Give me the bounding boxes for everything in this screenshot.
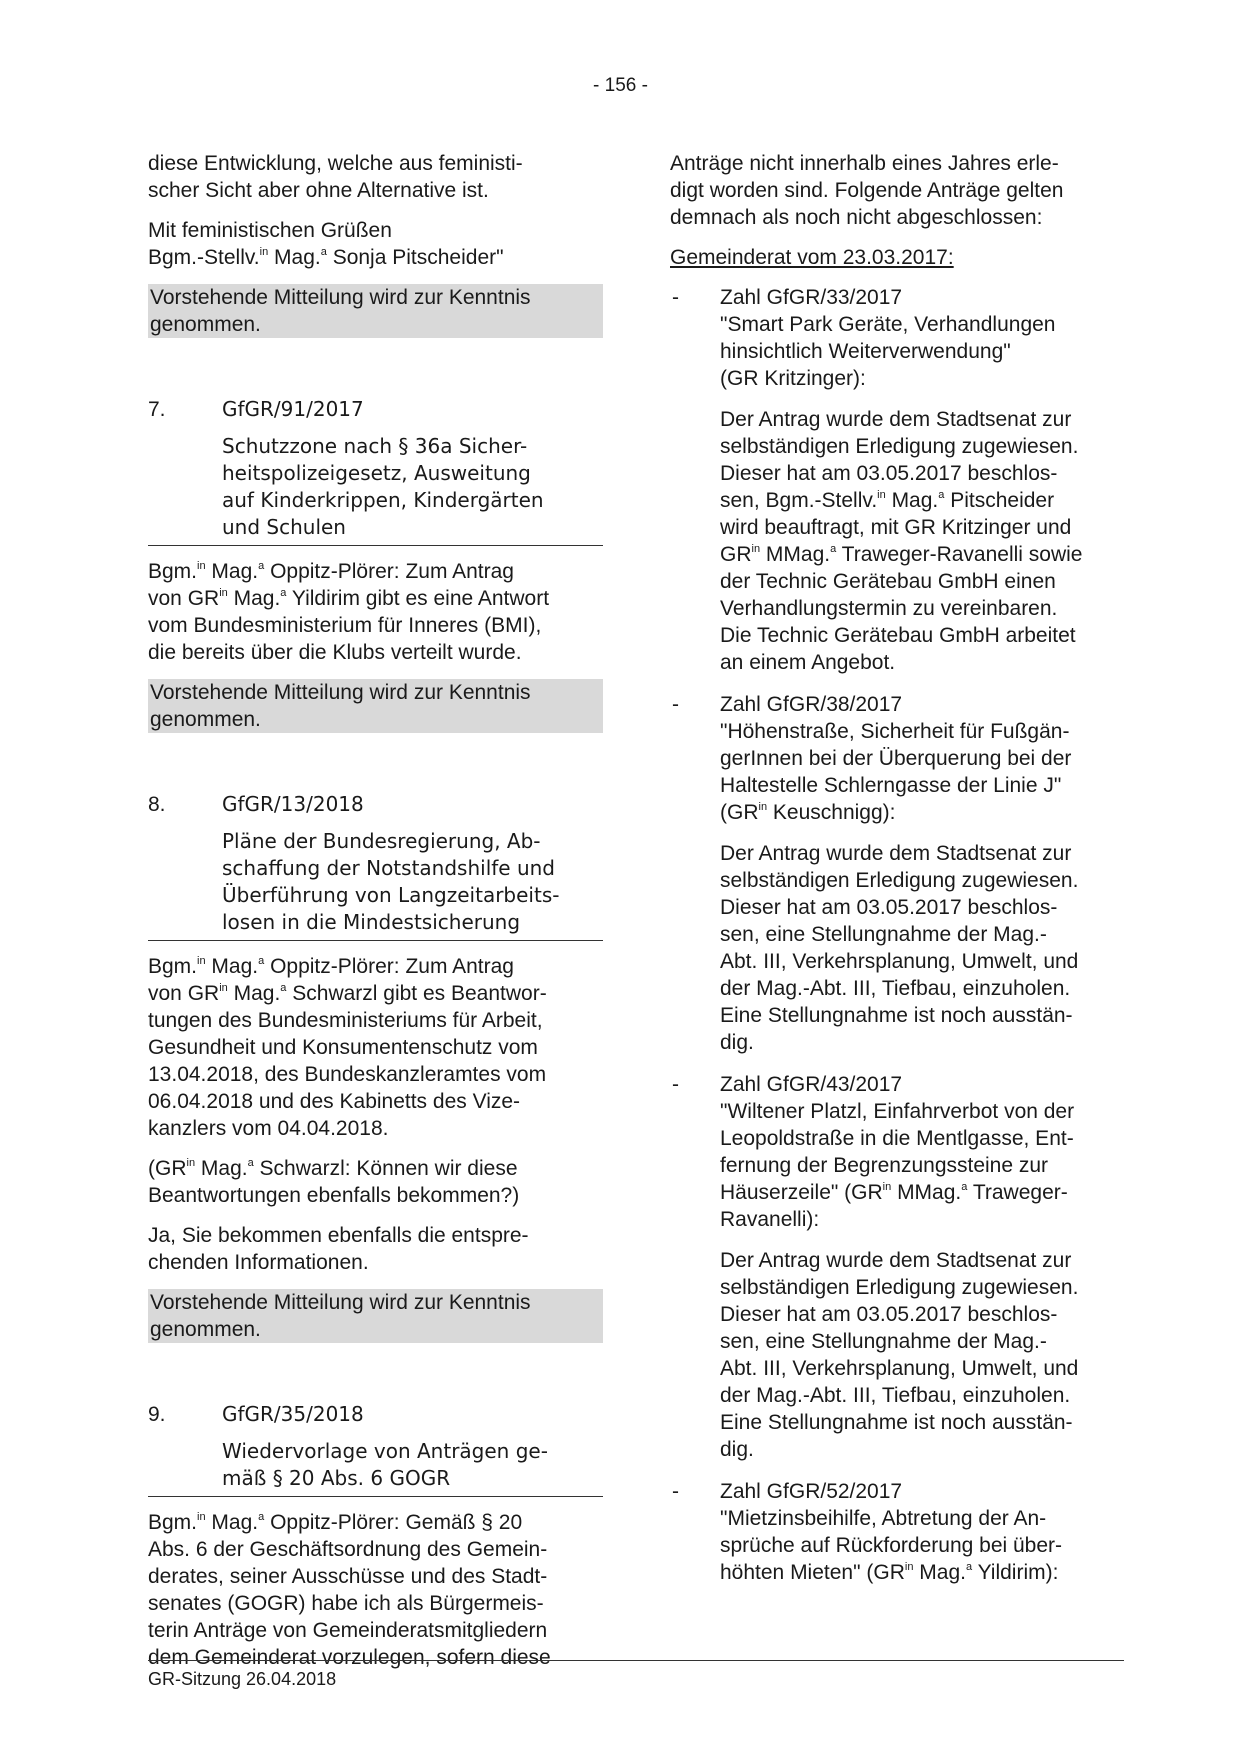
motion-item [670, 284, 1130, 676]
item-number: 9. [148, 1403, 166, 1426]
agenda-item-7-title: Schutzzone nach § 36a Sicher- heitspolizeigesetz, Ausweitung auf Kinderkrippen, Kindergärten und Schulen [222, 434, 544, 539]
bullet-dash: - [672, 1480, 679, 1503]
page-number: - 156 - [593, 75, 648, 96]
motion-title: Zahl GfGR/38/2017 "Höhenstraße, Sicherheit für Fußgän- gerInnen bei der Überquerung bei der Haltestelle Schlerngasse der Linie J" ($GR^{in}$ Keuschnigg): [720, 693, 1072, 824]
motion-decision: Der Antrag wurde dem Stadtsenat zur selbständigen Erledigung zugewiesen. Dieser hat am 03.05.2017 beschlos- sen, eine Stellungnahme der Mag.- Abt. III, Verkehrsplanung, Umwelt, und der Mag.-Abt. III, Tiefbau, einzuholen. Eine Stellungnahme ist noch ausstän- dig. [720, 1249, 1079, 1461]
motion-item [670, 1071, 1130, 1463]
continuation-paragraph: Anträge nicht innerhalb eines Jahres erle- digt worden sind. Folgende Anträge gelten demnach als noch nicht abgeschlossen: [670, 152, 1064, 229]
motion-item [670, 1478, 1130, 1586]
agenda-item-8-question: ($GR^{in}$ Mag.$^a$ Schwarzl: Können wir diese Beantwortungen ebenfalls bekommen?) [148, 1157, 520, 1207]
agenda-item-8-title: Pläne der Bundesregierung, Ab- schaffung der Notstandshilfe und Überführung von Langzeitarbeits- losen in die Mindestsicherung [222, 829, 560, 934]
agenda-item-9-header [148, 1401, 603, 1428]
notice-box: Vorstehende Mitteilung wird zur Kenntnis genommen. [148, 679, 603, 733]
motion-title: Zahl GfGR/33/2017 "Smart Park Geräte, Verhandlungen hinsichtlich Weiterverwendung" (GR Kritzinger): [720, 286, 1056, 390]
item-title-rule [148, 828, 603, 941]
left-column [148, 150, 603, 1684]
agenda-item-8-text: Bgm.$^{in}$ Mag.$^a$ Oppitz-Plörer: Zum Antrag von $GR^{in}$ Mag.$^a$ Schwarzl gibt es Beantwor- tungen des Bundesministeriums für Arbeit, Gesundheit und Konsumentenschutz vom 13.04.2018, des Bundeskanzleramtes vom 06.04.2018 und des Kabinetts des Vize- kanzlers vom 04.04.2018. [148, 955, 547, 1140]
bullet-dash: - [672, 286, 679, 309]
motion-item [670, 691, 1130, 1056]
notice-box: Vorstehende Mitteilung wird zur Kenntnis genommen. [148, 1289, 603, 1343]
motion-decision: Der Antrag wurde dem Stadtsenat zur selbständigen Erledigung zugewiesen. Dieser hat am 03.05.2017 beschlos- sen, eine Stellungnahme der Mag.- Abt. III, Verkehrsplanung, Umwelt, und der Mag.-Abt. III, Tiefbau, einzuholen. Eine Stellungnahme ist noch ausstän- dig. [720, 842, 1079, 1054]
footer-rule [148, 1660, 1124, 1661]
motion-title: Zahl GfGR/43/2017 "Wiltener Platzl, Einfahrverbot von der Leopoldstraße in die Mentlgasse, Ent- fernung der Begrenzungssteine zur Häuserzeile" ($GR^{in}$ MMag.$^a$ Traweger- Ravanelli): [720, 1073, 1075, 1231]
section-heading: Gemeinderat vom 23.03.2017: [670, 246, 954, 269]
agenda-item-7-text: Bgm.$^{in}$ Mag.$^a$ Oppitz-Plörer: Zum Antrag von $GR^{in}$ Mag.$^a$ Yildirim gibt es eine Antwort vom Bundesministerium für Inneres (BMI), die bereits über die Klubs verteilt wurde. [148, 560, 550, 664]
agenda-item-8-answer: Ja, Sie bekommen ebenfalls die entspre- chenden Informationen. [148, 1224, 529, 1274]
item-code: GfGR/35/2018 [222, 1402, 364, 1426]
item-code: GfGR/13/2018 [222, 792, 364, 816]
notice-box: Vorstehende Mitteilung wird zur Kenntnis genommen. [148, 284, 603, 338]
footer-text: GR-Sitzung 26.04.2018 [148, 1669, 337, 1689]
agenda-item-7-header [148, 396, 603, 423]
motion-decision: Der Antrag wurde dem Stadtsenat zur selbständigen Erledigung zugewiesen. Dieser hat am 03.05.2017 beschlos- sen, Bgm.-Stellv.$^{in}$ Mag.$^a$ Pitscheider wird beauftragt, mit GR Kritzinger und $GR^{in}$ MMag.$^a$ Traweger-Ravanelli sowie der Technic Gerätebau GmbH einen Verhandlungstermin zu vereinbaren. Die Technic Gerätebau GmbH arbeitet an einem Angebot. [720, 408, 1083, 674]
item-number: 7. [148, 398, 166, 421]
agenda-item-9-title: Wiedervorlage von Anträgen ge- mäß § 20 Abs. 6 GOGR [222, 1439, 548, 1490]
right-column [670, 150, 1130, 1601]
intro-paragraph: diese Entwicklung, welche aus feministi- scher Sicht aber ohne Alternative ist. [148, 152, 523, 202]
signature-block: Mit feministischen Grüßen Bgm.-Stellv.$^{in}$ Mag.$^a$ Sonja Pitscheider" [148, 219, 504, 269]
motion-title: Zahl GfGR/52/2017 "Mietzinsbeihilfe, Abtretung der An- sprüche auf Rückforderung bei über- höhten Mieten" ($GR^{in}$ Mag.$^a$ Yildirim): [720, 1480, 1063, 1584]
item-number: 8. [148, 793, 166, 816]
item-title-rule [148, 1438, 603, 1497]
item-title-rule [148, 433, 603, 546]
agenda-item-9-text: Bgm.$^{in}$ Mag.$^a$ Oppitz-Plörer: Gemäß § 20 Abs. 6 der Geschäftsordnung des Gemein- derates, seiner Ausschüsse und des Stadt- senates (GOGR) habe ich als Bürgermeis- terin Anträge von Gemeinderatsmitgliedern dem Gemeinderat vorzulegen, sofern diese [148, 1511, 551, 1669]
agenda-item-8-header [148, 791, 603, 818]
bullet-dash: - [672, 1073, 679, 1096]
bullet-dash: - [672, 693, 679, 716]
item-code: GfGR/91/2017 [222, 397, 364, 421]
